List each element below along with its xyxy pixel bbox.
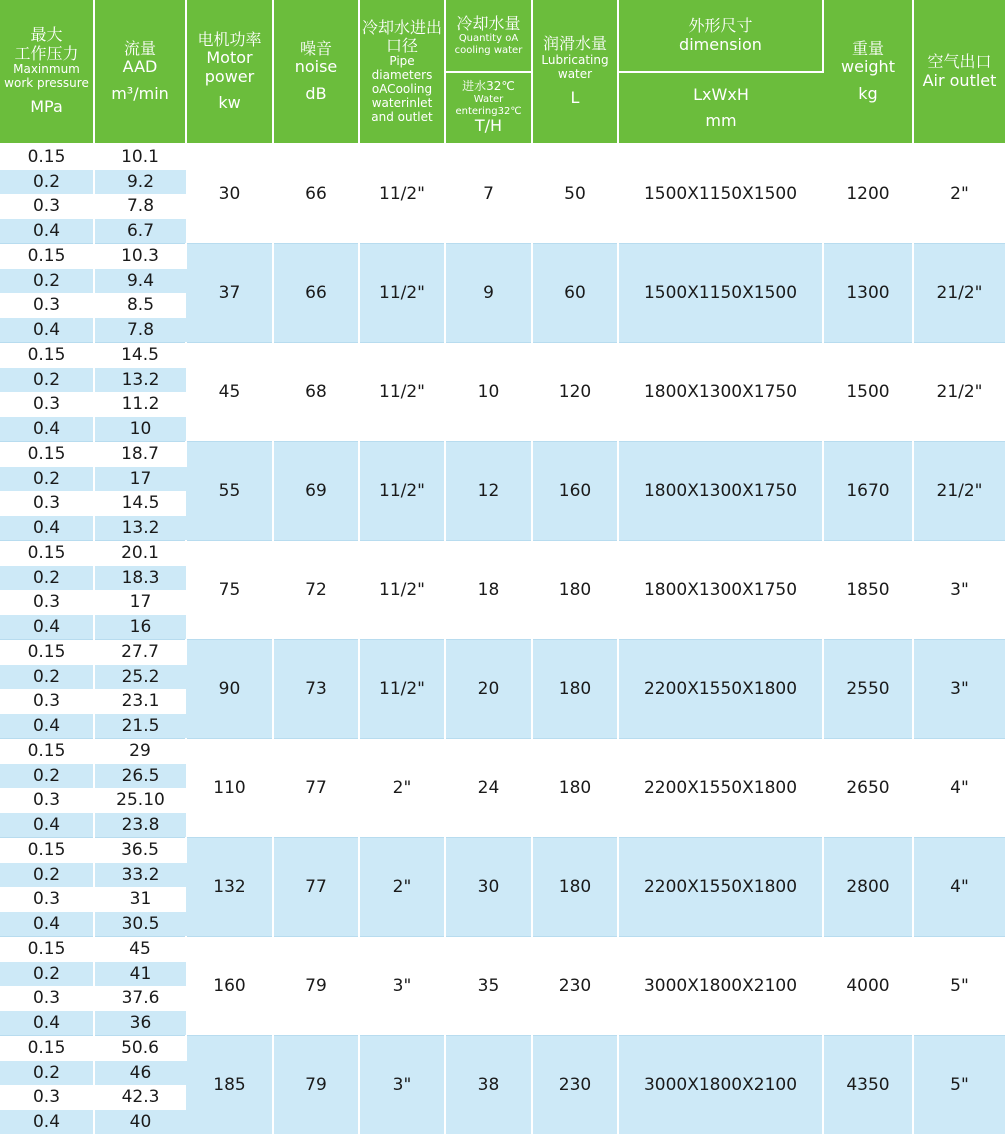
flow-cell: 36 — [94, 1011, 186, 1036]
flow-cell: 31 — [94, 887, 186, 912]
cooling-cell: 35 — [445, 937, 532, 1036]
flow-cell: 7.8 — [94, 194, 186, 219]
pressure-cell: 0.15 — [0, 442, 94, 467]
pressure-cell: 0.3 — [0, 986, 94, 1011]
flow-cell: 27.7 — [94, 640, 186, 665]
pressure-cell: 0.15 — [0, 244, 94, 269]
flow-cell: 14.5 — [94, 491, 186, 516]
motor-cell: 30 — [186, 144, 273, 244]
cooling-cell: 18 — [445, 541, 532, 640]
motor-cell: 185 — [186, 1036, 273, 1135]
lube-cell: 230 — [532, 937, 618, 1036]
noise-cell: 77 — [273, 838, 359, 937]
noise-cell: 77 — [273, 739, 359, 838]
weight-cell: 2800 — [823, 838, 913, 937]
pressure-cell: 0.2 — [0, 566, 94, 591]
pipe-cell: 2" — [359, 838, 445, 937]
header-lube: 润滑水量 Lubricating water L — [532, 0, 618, 144]
table-row — [0, 144, 1005, 170]
dim-cell: 3000X1800X2100 — [618, 937, 823, 1036]
cooling-cell: 38 — [445, 1036, 532, 1135]
flow-cell: 25.10 — [94, 788, 186, 813]
motor-cell: 75 — [186, 541, 273, 640]
pressure-cell: 0.4 — [0, 615, 94, 640]
noise-cell: 79 — [273, 1036, 359, 1135]
flow-cell: 18.7 — [94, 442, 186, 467]
flow-cell: 16 — [94, 615, 186, 640]
header-dimension-sub: LxWxH mm — [618, 72, 823, 144]
flow-cell: 50.6 — [94, 1036, 186, 1061]
pressure-cell: 0.3 — [0, 689, 94, 714]
air-cell: 5" — [913, 937, 1005, 1036]
flow-cell: 37.6 — [94, 986, 186, 1011]
pressure-cell: 0.2 — [0, 962, 94, 987]
cooling-cell: 12 — [445, 442, 532, 541]
dim-cell: 1800X1300X1750 — [618, 343, 823, 442]
pressure-cell: 0.2 — [0, 863, 94, 888]
pipe-cell: 11/2" — [359, 640, 445, 739]
weight-cell: 1500 — [823, 343, 913, 442]
motor-cell: 37 — [186, 244, 273, 343]
cooling-cell: 24 — [445, 739, 532, 838]
dim-cell: 2200X1550X1800 — [618, 838, 823, 937]
pipe-cell: 2" — [359, 739, 445, 838]
pipe-cell: 11/2" — [359, 343, 445, 442]
pressure-cell: 0.3 — [0, 590, 94, 615]
pressure-cell: 0.15 — [0, 1036, 94, 1061]
pressure-cell: 0.4 — [0, 912, 94, 937]
cooling-cell: 20 — [445, 640, 532, 739]
flow-cell: 23.1 — [94, 689, 186, 714]
table-row — [0, 442, 1005, 467]
pressure-cell: 0.3 — [0, 1085, 94, 1110]
header-cooling-sub: 进水32℃ Water entering32℃ T/H — [445, 72, 532, 144]
lube-cell: 180 — [532, 838, 618, 937]
header-pressure: 最大 工作压力 Maxinmum work pressure MPa — [0, 0, 94, 144]
header-weight: 重量 weight kg — [823, 0, 913, 144]
weight-cell: 1850 — [823, 541, 913, 640]
dim-cell: 3000X1800X2100 — [618, 1036, 823, 1135]
flow-cell: 14.5 — [94, 343, 186, 368]
lube-cell: 230 — [532, 1036, 618, 1135]
table-row — [0, 541, 1005, 566]
flow-cell: 9.2 — [94, 170, 186, 195]
noise-cell: 69 — [273, 442, 359, 541]
flow-cell: 8.5 — [94, 293, 186, 318]
flow-cell: 7.8 — [94, 318, 186, 343]
weight-cell: 2550 — [823, 640, 913, 739]
pressure-cell: 0.15 — [0, 343, 94, 368]
air-cell: 3" — [913, 640, 1005, 739]
pressure-cell: 0.4 — [0, 417, 94, 442]
air-cell: 4" — [913, 838, 1005, 937]
noise-cell: 68 — [273, 343, 359, 442]
pressure-cell: 0.15 — [0, 640, 94, 665]
flow-cell: 41 — [94, 962, 186, 987]
lube-cell: 60 — [532, 244, 618, 343]
pressure-cell: 0.15 — [0, 739, 94, 764]
motor-cell: 55 — [186, 442, 273, 541]
lube-cell: 160 — [532, 442, 618, 541]
air-cell: 2" — [913, 144, 1005, 244]
flow-cell: 25.2 — [94, 665, 186, 690]
motor-cell: 45 — [186, 343, 273, 442]
air-cell: 4" — [913, 739, 1005, 838]
flow-cell: 29 — [94, 739, 186, 764]
table-row — [0, 640, 1005, 665]
table-row — [0, 937, 1005, 962]
dim-cell: 2200X1550X1800 — [618, 739, 823, 838]
flow-cell: 10 — [94, 417, 186, 442]
pressure-cell: 0.2 — [0, 170, 94, 195]
pipe-cell: 11/2" — [359, 144, 445, 244]
flow-cell: 18.3 — [94, 566, 186, 591]
header-dimension: 外形尺寸 dimension — [618, 0, 823, 72]
lube-cell: 50 — [532, 144, 618, 244]
table-row — [0, 1036, 1005, 1061]
air-cell: 21/2" — [913, 244, 1005, 343]
flow-cell: 36.5 — [94, 838, 186, 863]
pressure-cell: 0.4 — [0, 813, 94, 838]
cooling-cell: 30 — [445, 838, 532, 937]
weight-cell: 4350 — [823, 1036, 913, 1135]
pressure-cell: 0.3 — [0, 392, 94, 417]
flow-cell: 9.4 — [94, 269, 186, 294]
flow-cell: 23.8 — [94, 813, 186, 838]
pressure-cell: 0.4 — [0, 318, 94, 343]
cooling-cell: 10 — [445, 343, 532, 442]
pressure-cell: 0.2 — [0, 368, 94, 393]
table-row — [0, 244, 1005, 269]
flow-cell: 33.2 — [94, 863, 186, 888]
header-pipe: 冷却水进出口径 Pipe diameters oACooling waterinlet and outlet — [359, 0, 445, 144]
lube-cell: 180 — [532, 739, 618, 838]
header-motor: 电机功率 Motor power kw — [186, 0, 273, 144]
pressure-cell: 0.3 — [0, 194, 94, 219]
motor-cell: 160 — [186, 937, 273, 1036]
noise-cell: 72 — [273, 541, 359, 640]
pressure-cell: 0.15 — [0, 144, 94, 170]
flow-cell: 21.5 — [94, 714, 186, 739]
header-air-outlet: 空气出口 Air outlet — [913, 0, 1005, 144]
pipe-cell: 3" — [359, 1036, 445, 1135]
pressure-cell: 0.15 — [0, 838, 94, 863]
pressure-cell: 0.3 — [0, 788, 94, 813]
pressure-cell: 0.2 — [0, 1061, 94, 1086]
pressure-cell: 0.4 — [0, 516, 94, 541]
noise-cell: 66 — [273, 244, 359, 343]
motor-cell: 132 — [186, 838, 273, 937]
flow-cell: 42.3 — [94, 1085, 186, 1110]
table-header — [0, 0, 1005, 144]
weight-cell: 1200 — [823, 144, 913, 244]
pressure-cell: 0.3 — [0, 491, 94, 516]
cooling-cell: 7 — [445, 144, 532, 244]
lube-cell: 120 — [532, 343, 618, 442]
table-row — [0, 838, 1005, 863]
flow-cell: 45 — [94, 937, 186, 962]
flow-cell: 10.3 — [94, 244, 186, 269]
dim-cell: 1500X1150X1500 — [618, 244, 823, 343]
pipe-cell: 11/2" — [359, 541, 445, 640]
header-cooling: 冷却水量 Quantity oA cooling water — [445, 0, 532, 72]
weight-cell: 1670 — [823, 442, 913, 541]
lube-cell: 180 — [532, 541, 618, 640]
weight-cell: 2650 — [823, 739, 913, 838]
flow-cell: 13.2 — [94, 516, 186, 541]
header-noise: 噪音 noise dB — [273, 0, 359, 144]
motor-cell: 110 — [186, 739, 273, 838]
flow-cell: 6.7 — [94, 219, 186, 244]
weight-cell: 1300 — [823, 244, 913, 343]
flow-cell: 40 — [94, 1110, 186, 1135]
pressure-cell: 0.3 — [0, 293, 94, 318]
dim-cell: 1800X1300X1750 — [618, 442, 823, 541]
pressure-cell: 0.15 — [0, 937, 94, 962]
table-body — [0, 144, 1005, 1134]
pressure-cell: 0.4 — [0, 1110, 94, 1135]
air-cell: 3" — [913, 541, 1005, 640]
pipe-cell: 3" — [359, 937, 445, 1036]
pressure-cell: 0.2 — [0, 269, 94, 294]
air-cell: 21/2" — [913, 442, 1005, 541]
pressure-cell: 0.3 — [0, 887, 94, 912]
pipe-cell: 11/2" — [359, 442, 445, 541]
pressure-cell: 0.4 — [0, 1011, 94, 1036]
motor-cell: 90 — [186, 640, 273, 739]
table-row — [0, 343, 1005, 368]
pressure-cell: 0.4 — [0, 714, 94, 739]
flow-cell: 10.1 — [94, 144, 186, 170]
pressure-cell: 0.15 — [0, 541, 94, 566]
pressure-cell: 0.2 — [0, 467, 94, 492]
pipe-cell: 11/2" — [359, 244, 445, 343]
table-row — [0, 739, 1005, 764]
pressure-cell: 0.2 — [0, 665, 94, 690]
air-cell: 5" — [913, 1036, 1005, 1135]
dim-cell: 1500X1150X1500 — [618, 144, 823, 244]
flow-cell: 26.5 — [94, 764, 186, 789]
dim-cell: 1800X1300X1750 — [618, 541, 823, 640]
header-flow: 流量 AAD m³/min — [94, 0, 186, 144]
air-cell: 21/2" — [913, 343, 1005, 442]
lube-cell: 180 — [532, 640, 618, 739]
flow-cell: 17 — [94, 467, 186, 492]
weight-cell: 4000 — [823, 937, 913, 1036]
flow-cell: 20.1 — [94, 541, 186, 566]
pressure-cell: 0.2 — [0, 764, 94, 789]
cooling-cell: 9 — [445, 244, 532, 343]
flow-cell: 17 — [94, 590, 186, 615]
noise-cell: 66 — [273, 144, 359, 244]
flow-cell: 30.5 — [94, 912, 186, 937]
flow-cell: 11.2 — [94, 392, 186, 417]
flow-cell: 13.2 — [94, 368, 186, 393]
pressure-cell: 0.4 — [0, 219, 94, 244]
flow-cell: 46 — [94, 1061, 186, 1086]
dim-cell: 2200X1550X1800 — [618, 640, 823, 739]
noise-cell: 79 — [273, 937, 359, 1036]
noise-cell: 73 — [273, 640, 359, 739]
